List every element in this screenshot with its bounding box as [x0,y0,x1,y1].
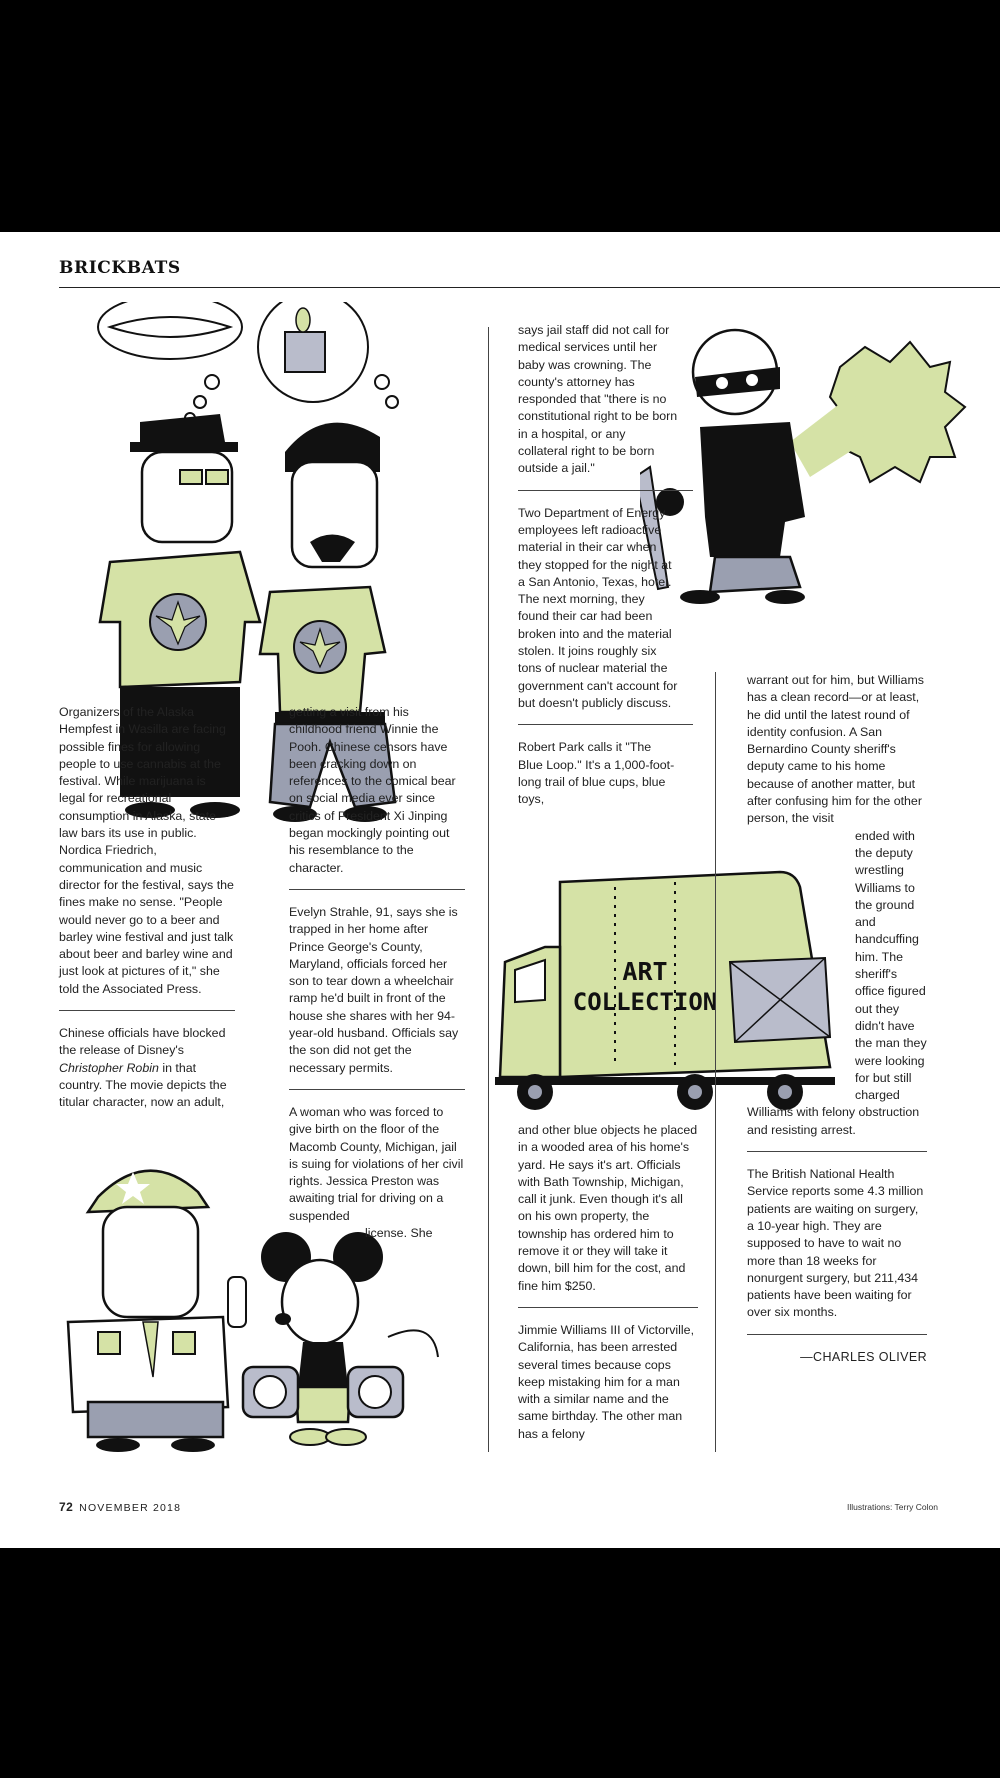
story-text: in that country. The movie depicts the titular character, now an adult, [59,1060,227,1110]
story-blue-loop: Robert Park calls it "The Blue Loop." It's a 1,000-foot-long trail of blue cups, blue toys, [518,740,675,807]
column-1 [59,704,235,1112]
column-rule [715,672,716,1452]
story-jail-birth-tail: license. She [365,1226,433,1241]
divider [518,490,693,491]
story-mistaken-identity: Jimmie Williams III of Victorville, California, has been arrested several times because cops keep mistaking him for a man with a similar name and the same birthday. The other man has a felony [518,1322,695,1441]
title-rule [59,287,1000,288]
divider [518,724,693,725]
divider [289,889,465,890]
movie-title: Christopher Robin [59,1060,159,1075]
column-3-top [518,322,678,808]
issue-date: NOVEMBER 2018 [79,1502,182,1514]
column-rule [488,327,489,1452]
section-title: BRICKBATS [59,258,181,278]
story-mistaken-identity-cont2: ended with the deputy wrestling Williams to the ground and handcuffing him. The sheriff's office figured out they didn't have the man they were looking for but still charged [855,828,927,1103]
column-3-bottom [518,1122,698,1443]
page-footer [59,1500,181,1514]
magazine-page [0,232,1000,1548]
story-hempfest: Organizers of the Alaska Hempfest in Wasilla are facing possible fines for allowing people to use cannabis at the festival. While marijuana is legal for recreational consumption in Alaska, state law bars its use in public. Nordica Friedrich, communication and music director for the festival, says the fines make no sense. "People would never go to a beer and barley wine festival and just talk about beer and barley wine and just look at pictures of it," she told the Associated Press. [59,705,234,996]
truck-sign-line2: COLLECTION [572,988,718,1016]
column-2 [289,704,465,1242]
story-text: Chinese officials have blocked the release of Disney's [59,1026,226,1058]
illustration-credit: Illustrations: Terry Colon [846,1502,938,1512]
divider [747,1151,927,1152]
page-number: 72 [59,1500,74,1514]
divider [747,1334,927,1335]
divider [59,1010,235,1011]
story-wheelchair-ramp: Evelyn Strahle, 91, says she is trapped in her home after Prince George's County, Maryland, officials forced her son to tear down a wheelchair ramp he'd built in front of the house she shares with her 94-year-old husband. Officials say the son did not get the necessary permits. [289,904,459,1075]
divider [518,1307,698,1308]
story-mistaken-identity-cont: warrant out for him, but Williams has a clean record—or at least, he did until the latest round of identity confusion. A San Bernardino County sheriff's deputy came to his home because of another matter, but after confusing him for the other person, the visit [747,673,924,826]
truck-sign-line1: ART [622,957,668,986]
author-signoff: —CHARLES OLIVER [800,1349,927,1364]
story-christopher-robin [59,1025,235,1111]
story-jail-birth-cont: says jail staff did not call for medical services until her baby was crowning. The county's attorney has responded that "there is no constitutional right to be born in a hospital, or any collateral right to be born outside a jail." [518,323,678,476]
story-nhs: The British National Health Service reports some 4.3 million patients are waiting on surgery, a 10-year high. They are supposed to have to wait no more than 18 weeks for nonurgent surgery, but 211,434 patients have been waiting for over six months. [747,1167,924,1320]
column-4 [747,672,927,1366]
story-mistaken-identity-end: Williams with felony obstruction and resisting arrest. [747,1105,920,1137]
story-jail-birth: A woman who was forced to give birth on the floor of the Macomb County, Michigan, jail is suing for violations of her civil rights. Jessica Preston was awaiting trial for driving on a suspended [289,1104,464,1223]
story-blue-loop-cont: and other blue objects he placed in a wooded area of his home's yard. He says it's art. Officials with Bath Township, Michigan, call it junk. Even though it's all on his own property, the township has ordered him to remove it or they will take it down, bill him for the cost, and fine him $250. [518,1123,698,1293]
story-radioactive: Two Department of Energy employees left radioactive material in their car when they stopped for the night at a San Antonio, Texas, hotel. The next morning, they found their car had been broken into and the material stolen. It joins roughly six tons of nuclear material the government can't account for but doesn't publicly discuss. [518,505,678,710]
burglar-illustration [640,307,970,607]
divider [289,1089,465,1090]
story-pooh: getting a visit from his childhood friend Winnie the Pooh. Chinese censors have been cracking down on references to the comical bear on social media ever since critics of President Xi Jinping began mockingly pointing out his resemblance to the character. [289,705,456,875]
